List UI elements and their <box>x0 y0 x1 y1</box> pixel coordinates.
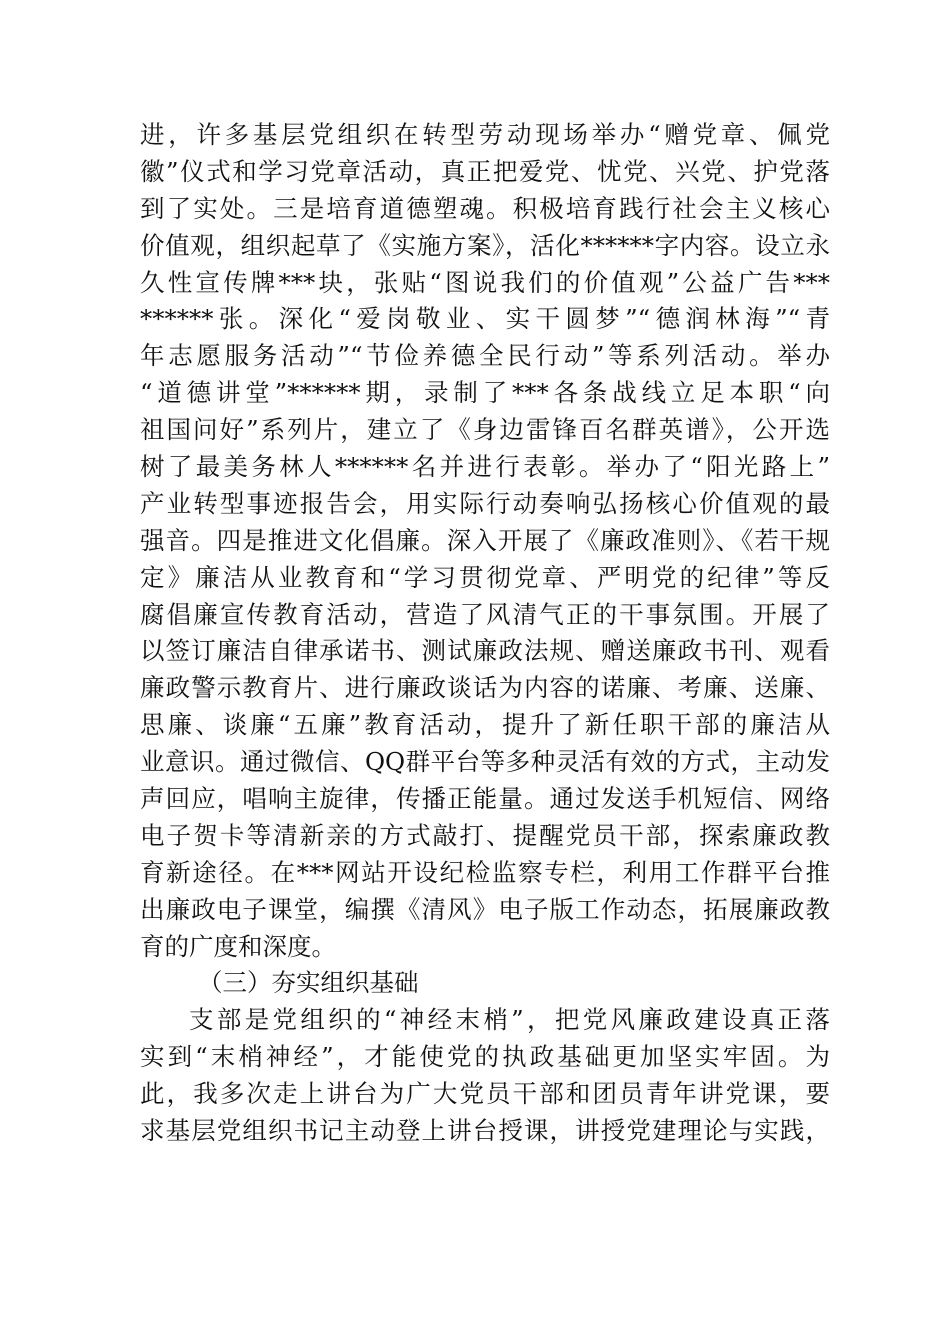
text-line: 强音。四是推进文化倡廉。深入开展了《廉政准则》、《若干规 <box>140 525 830 555</box>
text-line: 思廉、谈廉“五廉”教育活动，提升了新任职干部的廉洁从 <box>140 710 830 740</box>
text-line: 产业转型事迹报告会，用实际行动奏响弘扬核心价值观的最 <box>140 488 830 518</box>
text-line: 以签订廉洁自律承诺书、测试廉政法规、赠送廉政书刊、观看 <box>140 636 830 666</box>
text-line: 进，许多基层党组织在转型劳动现场举办“赠党章、佩党 <box>140 120 830 149</box>
text-line: 定》廉洁从业教育和“学习贯彻党章、严明党的纪律”等反 <box>140 562 830 592</box>
text-line: 电子贺卡等清新亲的方式敲打、提醒党员干部，探索廉政教 <box>140 820 830 850</box>
text-line: 徽”仪式和学习党章活动，真正把爱党、忧党、兴党、护党落 <box>140 156 830 186</box>
body-text <box>140 117 830 1150</box>
text-line: 廉政警示教育片、进行廉政谈话为内容的诺廉、考廉、送廉、 <box>140 673 830 703</box>
text-line: 树了最美务林人******名并进行表彰。举办了“阳光路上” <box>140 452 830 482</box>
text-line: 业意识。通过微信、QQ群平台等多种灵活有效的方式，主动发 <box>140 747 830 777</box>
text-line: 此，我多次走上讲台为广大党员干部和团员青年讲党课，要 <box>140 1079 830 1109</box>
text-line: 祖国问好”系列片，建立了《身边雷锋百名群英谱》，公开选 <box>140 415 830 445</box>
text-line: 实到“末梢神经”，才能使党的执政基础更加坚实牢固。为 <box>140 1042 830 1072</box>
paragraph-first-line: 支部是党组织的“神经末梢”，把党风廉政建设真正落 <box>189 1005 830 1035</box>
text-line: 出廉政电子课堂，编撰《清风》电子版工作动态，拓展廉政教 <box>140 894 830 924</box>
text-line: “道德讲堂”******期，录制了***各条战线立足本职“向 <box>140 378 830 408</box>
text-line: 久性宣传牌***块，张贴“图说我们的价值观”公益广告*** <box>140 267 830 297</box>
text-line: 价值观，组织起草了《实施方案》，活化******字内容。设立永 <box>140 230 830 260</box>
section-heading: （三）夯实组织基础 <box>198 968 419 998</box>
text-line: 求基层党组织书记主动登上讲台授课，讲授党建理论与实践， <box>140 1116 830 1146</box>
paragraph-end-line: 育的广度和深度。 <box>140 931 336 961</box>
text-line: 腐倡廉宣传教育活动，营造了风清气正的干事氛围。开展了 <box>140 599 830 629</box>
text-line: 育新途径。在***网站开设纪检监察专栏，利用工作群平台推 <box>140 857 830 887</box>
text-line: 年志愿服务活动”“节俭养德全民行动”等系列活动。举办 <box>140 341 830 371</box>
text-line: ******张。深化“爱岗敬业、实干圆梦”“德润林海”“青 <box>140 304 830 334</box>
text-line: 到了实处。三是培育道德塑魂。积极培育践行社会主义核心 <box>140 193 830 223</box>
text-line: 声回应，唱响主旋律，传播正能量。通过发送手机短信、网络 <box>140 784 830 814</box>
